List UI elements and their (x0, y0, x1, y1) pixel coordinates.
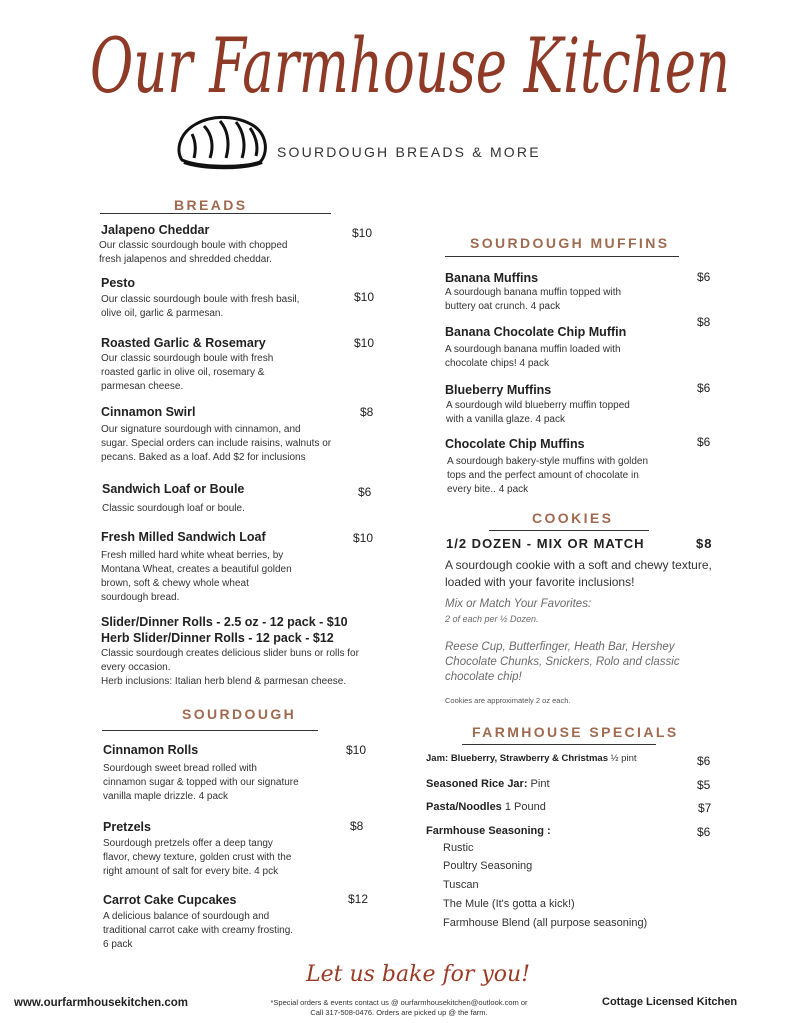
bread-name: Sandwich Loaf or Boule (102, 482, 245, 496)
cookie-desc: A sourdough cookie with a soft and chewy texture, loaded with your favorite inclusions! (445, 558, 712, 589)
title-text: Our Farmhouse Kitchen (90, 21, 730, 110)
bread-price: $8 (360, 405, 374, 419)
bread-loaf-icon (174, 112, 270, 172)
bread-desc: Fresh milled hard white wheat berries, by Montana Wheat, creates a beautiful golden brown, soft & chewy whole wheat sourdough bread. (101, 550, 292, 603)
muffins-heading: SOURDOUGH MUFFINS (470, 235, 670, 251)
special-price: $5 (697, 778, 711, 792)
muffin-price: $6 (697, 270, 711, 284)
sourdough-name: Carrot Cake Cupcakes (103, 893, 237, 907)
sourdough-desc: Sourdough sweet bread rolled with cinnamon sugar & topped with our signature vanilla maple drizzle. 4 pack (103, 763, 299, 802)
muffin-name: Chocolate Chip Muffins (445, 437, 585, 451)
sourdough-heading: SOURDOUGH (182, 706, 297, 722)
bread-desc: Classic sourdough loaf or boule. (102, 503, 245, 514)
bread-name: Cinnamon Swirl (101, 405, 196, 419)
special-item: Jam: Blueberry, Strawberry & Christmas ½ pint (426, 753, 637, 764)
license-label: Cottage Licensed Kitchen (602, 996, 738, 1008)
contact-note: *Special orders & events contact us @ ourfarmhousekitchen@outlook.com or Call 317-508-0476. Orders are picked up @ the farm. (270, 998, 528, 1017)
tagline: Let us bake for you! (306, 962, 531, 987)
muffin-name: Blueberry Muffins (445, 383, 552, 397)
subtitle: SOURDOUGH BREADS & MORE (277, 144, 541, 160)
website-link[interactable]: www.ourfarmhousekitchen.com (14, 997, 189, 1009)
special-item: Farmhouse Seasoning : (426, 825, 551, 837)
cookie-note: Cookies are approximately 2 oz each. (445, 696, 571, 705)
mix-title: Mix or Match Your Favorites: (445, 598, 592, 610)
seasoning-item: Rustic (443, 842, 474, 854)
rolls-line: Herb Slider/Dinner Rolls - 12 pack - $12 (101, 631, 334, 645)
muffin-name: Banana Chocolate Chip Muffin (445, 325, 627, 339)
specials-divider (462, 744, 656, 745)
seasoning-item: Farmhouse Blend (all purpose seasoning) (443, 917, 648, 929)
special-item: Seasoned Rice Jar: Pint (426, 778, 550, 790)
muffin-price: $8 (697, 315, 711, 329)
specials-heading: FARMHOUSE SPECIALS (472, 724, 679, 740)
sourdough-price: $12 (348, 892, 369, 906)
muffin-desc: A sourdough banana muffin loaded with chocolate chips! 4 pack (445, 344, 621, 369)
bread-price: $10 (354, 336, 375, 350)
bread-price: $10 (353, 531, 374, 545)
bread-price: $10 (352, 226, 373, 240)
cookie-flavors: Reese Cup, Butterfinger, Heath Bar, Hershey Chocolate Chunks, Snickers, Rolo and classic chocolate chip! (445, 641, 680, 683)
special-item: Pasta/Noodles 1 Pound (426, 801, 546, 813)
bread-desc: Our classic sourdough boule with chopped fresh jalapenos and shredded cheddar. (99, 240, 288, 265)
special-price: $6 (697, 825, 711, 839)
special-price: $6 (697, 754, 711, 768)
cookies-divider (489, 530, 649, 531)
muffin-name: Banana Muffins (445, 271, 539, 285)
cookies-heading: COOKIES (532, 510, 614, 526)
sourdough-desc: Sourdough pretzels offer a deep tangy flavor, chewy texture, golden crust with the right amount of salt for every bite. 4 pck (103, 838, 292, 877)
muffin-price: $6 (697, 435, 711, 449)
sourdough-price: $8 (350, 819, 364, 833)
cookie-price: $8 (696, 536, 713, 551)
seasoning-item: Tuscan (443, 879, 479, 891)
mix-subtitle: 2 of each per ½ Dozen. (445, 614, 539, 624)
special-price: $7 (698, 801, 712, 815)
sourdough-price: $10 (346, 743, 367, 757)
sourdough-name: Cinnamon Rolls (103, 743, 199, 757)
bread-price: $10 (354, 290, 375, 304)
seasoning-item: Poultry Seasoning (443, 860, 533, 872)
muffin-desc: A sourdough wild blueberry muffin topped with a vanilla glaze. 4 pack (446, 400, 630, 425)
bread-name: Fresh Milled Sandwich Loaf (101, 530, 266, 544)
bread-price: $6 (358, 485, 372, 499)
muffins-divider (445, 256, 679, 257)
sourdough-divider (102, 730, 318, 731)
muffin-desc: A sourdough banana muffin topped with buttery oat crunch. 4 pack (445, 287, 622, 312)
bread-desc: Our classic sourdough boule with fresh basil, olive oil, garlic & parmesan. (101, 294, 300, 319)
bread-desc: Our signature sourdough with cinnamon, and sugar. Special orders can include raisins, walnuts or pecans. Baked as a loaf. Add $2 for inclusions (101, 424, 332, 463)
bread-name: Jalapeno Cheddar (101, 223, 210, 237)
muffin-desc: A sourdough bakery-style muffins with golden tops and the perfect amount of chocolate in every bite.. 4 pack (447, 456, 649, 495)
bread-name: Roasted Garlic & Rosemary (101, 336, 266, 350)
breads-divider (100, 213, 331, 214)
script-title (0, 0, 791, 130)
bread-name: Pesto (101, 276, 136, 290)
breads-heading: BREADS (174, 197, 248, 213)
sourdough-name: Pretzels (103, 820, 151, 834)
seasoning-item: The Mule (It's gotta a kick!) (443, 898, 575, 910)
sourdough-desc: A delicious balance of sourdough and traditional carrot cake with creamy frosting. 6 pack (103, 911, 294, 950)
bread-desc: Our classic sourdough boule with fresh roasted garlic in olive oil, rosemary & parmesan cheese. (101, 353, 274, 392)
muffin-price: $6 (697, 381, 711, 395)
rolls-line: Slider/Dinner Rolls - 2.5 oz - 12 pack - $10 (101, 615, 348, 629)
rolls-desc: Classic sourdough creates delicious slider buns or rolls for every occasion. Herb inclusions: Italian herb blend & parmesan cheese. (101, 648, 359, 687)
cookie-title: 1/2 DOZEN - MIX OR MATCH (446, 536, 645, 551)
